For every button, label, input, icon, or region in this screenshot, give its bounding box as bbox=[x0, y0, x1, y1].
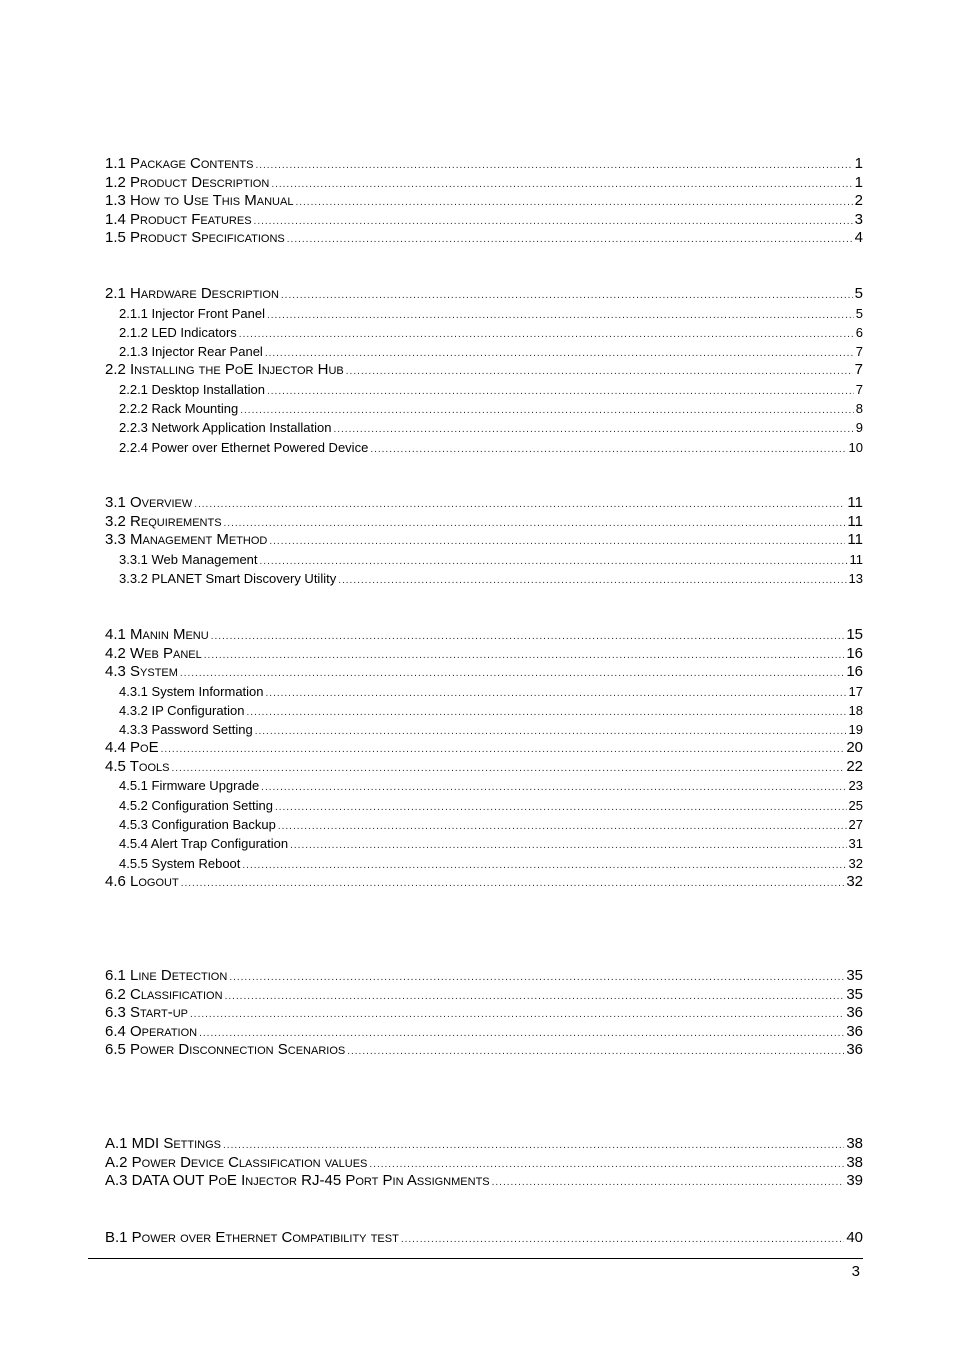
toc-entry-title: 4.5 Tools bbox=[105, 757, 170, 775]
toc-entry-page: 19 bbox=[848, 722, 863, 738]
toc-entry[interactable] bbox=[105, 550, 863, 569]
dot-leader bbox=[239, 325, 854, 344]
toc-entry-title: 4.3 System bbox=[105, 663, 178, 680]
toc-entry-page: 27 bbox=[848, 816, 863, 832]
toc-entry[interactable] bbox=[105, 739, 863, 758]
dot-leader bbox=[266, 684, 847, 703]
dot-leader bbox=[295, 194, 852, 213]
dot-leader bbox=[242, 856, 846, 875]
toc-entry[interactable] bbox=[105, 1023, 863, 1042]
toc-entry-page: 7 bbox=[855, 344, 863, 360]
toc-entry[interactable] bbox=[105, 663, 863, 682]
dot-leader bbox=[347, 1043, 844, 1062]
toc-entry-page: 15 bbox=[846, 626, 863, 643]
toc-entry-title: 6.5 Power Disconnection Scenarios bbox=[105, 1041, 346, 1058]
dot-leader bbox=[171, 760, 844, 779]
toc-entry-page: 36 bbox=[846, 1004, 863, 1021]
toc-entry-page: 36 bbox=[846, 1022, 863, 1040]
toc-entry-page: 6 bbox=[855, 324, 863, 340]
toc-section-2 bbox=[105, 285, 863, 457]
toc-entry[interactable] bbox=[105, 229, 863, 248]
toc-entry-page: 35 bbox=[846, 967, 863, 984]
toc-entry-title: 3.3 Management Method bbox=[105, 531, 268, 548]
toc-entry[interactable] bbox=[105, 626, 863, 645]
toc-entry-title: 3.3.2 PLANET Smart Discovery Utility bbox=[119, 570, 337, 586]
toc-entry-page: 11 bbox=[847, 512, 863, 530]
toc-entry-title: 4.5.3 Configuration Backup bbox=[119, 816, 276, 832]
dot-leader bbox=[194, 496, 845, 515]
dot-leader bbox=[290, 836, 846, 855]
toc-entry-title: 6.2 Classification bbox=[105, 985, 223, 1003]
dot-leader bbox=[267, 382, 854, 401]
toc-entry-page: 5 bbox=[854, 285, 863, 302]
toc-entry-page: 8 bbox=[855, 401, 863, 417]
footer-divider bbox=[88, 1258, 863, 1259]
toc-entry[interactable] bbox=[105, 342, 863, 361]
toc-entry[interactable] bbox=[105, 720, 863, 739]
toc-entry[interactable] bbox=[105, 1172, 863, 1191]
toc-entry-title: 4.3.3 Password Setting bbox=[119, 722, 253, 738]
toc-entry-title: 3.3.1 Web Management bbox=[119, 551, 258, 567]
dot-leader bbox=[181, 875, 845, 894]
toc-entry-page: 7 bbox=[854, 361, 863, 379]
dot-leader bbox=[224, 515, 846, 534]
dot-leader bbox=[271, 176, 852, 195]
dot-leader bbox=[161, 741, 845, 760]
toc-entry-page: 3 bbox=[854, 210, 863, 228]
toc-entry-title: 4.5.2 Configuration Setting bbox=[119, 797, 273, 813]
toc-entry-page: 11 bbox=[847, 494, 863, 511]
toc-entry-title: 2.2.2 Rack Mounting bbox=[119, 401, 239, 417]
toc-entry-title: 4.4 PoE bbox=[105, 739, 159, 757]
toc-entry[interactable] bbox=[105, 682, 863, 701]
toc-entry-page: 17 bbox=[848, 683, 863, 699]
toc-entry[interactable] bbox=[105, 155, 863, 174]
toc-entry-page: 1 bbox=[854, 155, 863, 172]
toc-entry-title: 6.1 Line Detection bbox=[105, 967, 228, 984]
toc-entry-title: 4.5.5 System Reboot bbox=[119, 855, 241, 871]
toc-entry[interactable] bbox=[105, 776, 863, 795]
toc-entry[interactable] bbox=[105, 701, 863, 720]
toc-entry-page: 9 bbox=[855, 420, 863, 436]
toc-entry-title: 2.1.2 LED Indicators bbox=[119, 324, 237, 340]
dot-leader bbox=[211, 628, 845, 647]
toc-entry-page: 1 bbox=[854, 173, 863, 191]
toc-entry-page: 36 bbox=[846, 1041, 863, 1058]
toc-entry[interactable] bbox=[105, 304, 863, 323]
toc-entry[interactable] bbox=[105, 796, 863, 815]
dot-leader bbox=[261, 778, 846, 797]
toc-entry[interactable] bbox=[105, 569, 863, 588]
toc-entry-page: 25 bbox=[848, 797, 863, 813]
toc-entry-page: 40 bbox=[846, 1229, 863, 1246]
dot-leader bbox=[275, 798, 847, 817]
dot-leader bbox=[333, 420, 853, 439]
toc-entry-title: 6.3 Start-up bbox=[105, 1004, 189, 1021]
dot-leader bbox=[260, 552, 848, 571]
toc-entry-page: 23 bbox=[848, 778, 863, 794]
dot-leader bbox=[401, 1231, 845, 1250]
toc-entry[interactable] bbox=[105, 1154, 863, 1173]
toc-entry[interactable] bbox=[105, 174, 863, 193]
toc-entry-title: 3.1 Overview bbox=[105, 494, 193, 511]
toc-entry-title: 4.5.4 Alert Trap Configuration bbox=[119, 836, 289, 852]
toc-entry[interactable] bbox=[105, 815, 863, 834]
toc-entry-page: 16 bbox=[846, 644, 863, 662]
dot-leader bbox=[269, 533, 845, 552]
toc-entry-title: 1.3 How to Use This Manual bbox=[105, 192, 294, 209]
toc-entry-title: B.1 Power over Ethernet Compatibility test bbox=[105, 1229, 399, 1246]
toc-entry[interactable] bbox=[105, 211, 863, 230]
toc-entry-page: 38 bbox=[846, 1153, 863, 1171]
toc-entry-page: 7 bbox=[855, 381, 863, 397]
toc-entry[interactable] bbox=[105, 380, 863, 399]
toc-entry-title: 2.2.4 Power over Ethernet Powered Device bbox=[119, 439, 369, 455]
toc-entry-page: 2 bbox=[854, 192, 863, 209]
toc-entry-page: 31 bbox=[848, 836, 863, 852]
toc-entry[interactable] bbox=[105, 1004, 863, 1023]
toc-entry-page: 22 bbox=[846, 757, 863, 775]
toc-entry[interactable] bbox=[105, 645, 863, 664]
dot-leader bbox=[247, 703, 847, 722]
toc-entry-page: 13 bbox=[848, 570, 863, 586]
toc-entry-title: 2.2.1 Desktop Installation bbox=[119, 381, 265, 397]
toc-section-appendix-b bbox=[105, 1229, 863, 1248]
toc-entry[interactable] bbox=[105, 361, 863, 380]
toc-entry[interactable] bbox=[105, 1041, 863, 1060]
dot-leader bbox=[265, 344, 854, 363]
toc-entry[interactable] bbox=[105, 418, 863, 437]
toc-entry-title: 1.1 Package Contents bbox=[105, 155, 254, 172]
toc-entry-title: 2.2 Installing the PoE Injector Hub bbox=[105, 361, 344, 379]
toc-entry[interactable] bbox=[105, 531, 863, 550]
toc-entry-title: 4.1 Manin Menu bbox=[105, 626, 209, 643]
toc-entry-title: 1.2 Product Description bbox=[105, 173, 270, 191]
toc-entry[interactable] bbox=[105, 323, 863, 342]
toc-entry[interactable] bbox=[105, 873, 863, 892]
dot-leader bbox=[255, 722, 847, 741]
toc-entry-page: 32 bbox=[846, 872, 863, 890]
dot-leader bbox=[287, 231, 853, 250]
dot-leader bbox=[204, 647, 845, 666]
toc-entry[interactable] bbox=[105, 986, 863, 1005]
toc-entry[interactable] bbox=[105, 438, 863, 457]
toc-entry-page: 32 bbox=[848, 855, 863, 871]
toc-entry-page: 5 bbox=[855, 305, 863, 321]
toc-entry[interactable] bbox=[105, 834, 863, 853]
toc-entry-title: 1.5 Product Specifications bbox=[105, 229, 285, 246]
toc-entry-title: A.1 MDI Settings bbox=[105, 1135, 222, 1152]
toc-entry[interactable] bbox=[105, 494, 863, 513]
dot-leader bbox=[492, 1174, 845, 1193]
toc-entry-title: 3.2 Requirements bbox=[105, 512, 222, 530]
dot-leader bbox=[254, 213, 853, 232]
toc-entry-title: 4.3.1 System Information bbox=[119, 683, 264, 699]
toc-section-1 bbox=[105, 155, 863, 248]
toc-entry-page: 35 bbox=[846, 985, 863, 1003]
toc-entry-title: A.3 DATA OUT PoE Injector RJ-45 Port Pin Assignments bbox=[105, 1172, 490, 1189]
toc-entry-page: 20 bbox=[846, 739, 863, 757]
toc-entry-page: 18 bbox=[848, 702, 863, 718]
toc-entry[interactable] bbox=[105, 285, 863, 304]
toc-entry[interactable] bbox=[105, 854, 863, 873]
toc-entry[interactable] bbox=[105, 1229, 863, 1248]
toc-entry-title: 2.2.3 Network Application Installation bbox=[119, 420, 332, 436]
toc-entry[interactable] bbox=[105, 399, 863, 418]
toc-entry-page: 11 bbox=[847, 531, 863, 548]
toc-entry[interactable] bbox=[105, 513, 863, 532]
toc-section-4 bbox=[105, 626, 863, 891]
toc-entry-title: 4.6 Logout bbox=[105, 872, 179, 890]
toc-entry-title: 2.1.1 Injector Front Panel bbox=[119, 305, 265, 321]
dot-leader bbox=[338, 571, 846, 590]
toc-entry-page: 10 bbox=[848, 439, 863, 455]
dot-leader bbox=[281, 287, 853, 306]
toc-entry-page: 38 bbox=[846, 1135, 863, 1152]
dot-leader bbox=[190, 1006, 844, 1025]
toc-entry-title: 2.1.3 Injector Rear Panel bbox=[119, 344, 263, 360]
toc-section-3 bbox=[105, 494, 863, 588]
toc-entry-page: 39 bbox=[846, 1172, 863, 1189]
toc-entry-title: 4.2 Web Panel bbox=[105, 644, 202, 662]
dot-leader bbox=[180, 665, 844, 684]
toc-entry-title: 2.1 Hardware Description bbox=[105, 285, 279, 302]
dot-leader bbox=[240, 401, 854, 420]
toc-entry-page: 4 bbox=[854, 229, 863, 246]
toc-entry-title: 4.5.1 Firmware Upgrade bbox=[119, 778, 260, 794]
toc-entry-page: 11 bbox=[849, 551, 863, 567]
toc-entry-title: A.2 Power Device Classification values bbox=[105, 1153, 368, 1171]
toc-entry-title: 1.4 Product Features bbox=[105, 210, 252, 228]
toc-section-6 bbox=[105, 967, 863, 1060]
toc-section-appendix-a bbox=[105, 1135, 863, 1191]
page-number: 3 bbox=[851, 1263, 860, 1280]
toc-entry[interactable] bbox=[105, 1135, 863, 1154]
toc-entry[interactable] bbox=[105, 967, 863, 986]
toc-entry-page: 16 bbox=[846, 663, 863, 680]
dot-leader bbox=[267, 306, 854, 325]
dot-leader bbox=[278, 817, 847, 836]
toc-entry[interactable] bbox=[105, 758, 863, 777]
dot-leader bbox=[346, 363, 853, 382]
toc-entry-title: 6.4 Operation bbox=[105, 1022, 198, 1040]
toc-entry-title: 4.3.2 IP Configuration bbox=[119, 702, 245, 718]
dot-leader bbox=[229, 969, 844, 988]
dot-leader bbox=[255, 157, 852, 176]
dot-leader bbox=[225, 988, 845, 1007]
toc-entry[interactable] bbox=[105, 192, 863, 211]
dot-leader bbox=[370, 440, 846, 459]
